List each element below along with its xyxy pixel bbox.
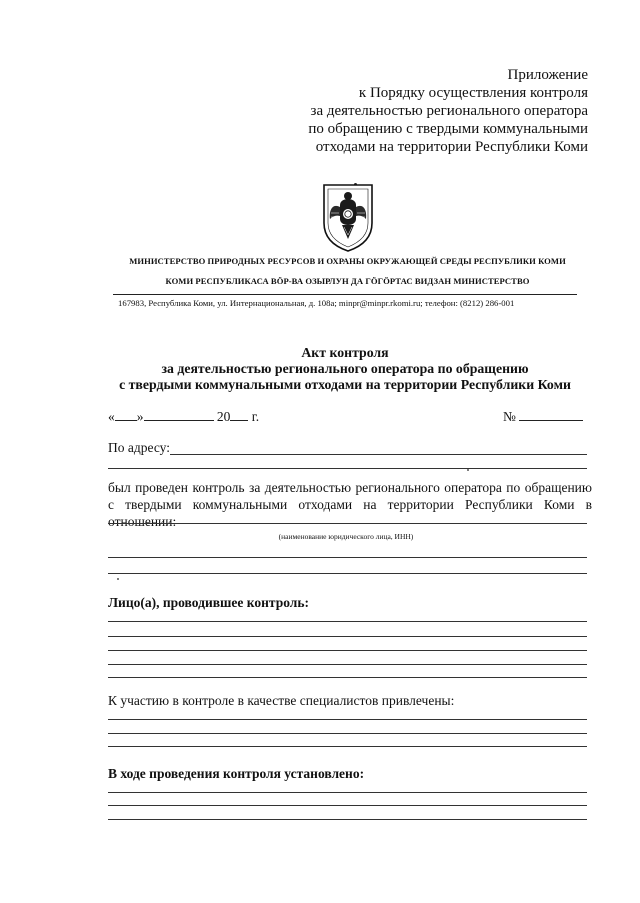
appendix-line: к Порядку осуществления контроля xyxy=(358,85,588,101)
year-blank[interactable] xyxy=(230,408,248,421)
scan-speck xyxy=(117,578,119,580)
appendix-header xyxy=(228,66,588,156)
appendix-line: Приложение xyxy=(507,67,588,83)
ministry-name-komi: КОМИ РЕСПУБЛИКАСА ВÖР-ВА ОЗЫРЛУН ДА ГÖГÖРТАС ВИДЗАН МИНИСТЕРСТВО xyxy=(165,276,530,286)
number-label: № xyxy=(503,409,516,424)
findings-line[interactable] xyxy=(108,805,587,806)
conducted-paragraph: был проведен контроль за деятельностью регионального оператора по обращению с твердыми коммунальными отходами на территории Республики Коми в отношении: xyxy=(108,480,592,529)
day-blank[interactable] xyxy=(115,408,137,421)
year-prefix: 20 xyxy=(216,409,231,424)
specialists-line[interactable] xyxy=(108,746,587,747)
specialists-label: К участию в контроле в качестве специалистов привлечены: xyxy=(108,693,455,708)
appendix-line: по обращению с твердыми коммунальными xyxy=(308,121,588,137)
date-row xyxy=(108,408,259,425)
document-title xyxy=(0,345,640,393)
entity-hint: (наименование юридического лица, ИНН) xyxy=(278,532,414,541)
header-divider xyxy=(113,294,577,295)
address-line[interactable] xyxy=(170,454,587,455)
specialists-line[interactable] xyxy=(108,733,587,734)
findings-line[interactable] xyxy=(108,819,587,820)
persons-label: Лицо(а), проводившее контроль: xyxy=(108,595,309,610)
month-blank[interactable] xyxy=(144,408,214,421)
ministry-name-ru: МИНИСТЕРСТВО ПРИРОДНЫХ РЕСУРСОВ И ОХРАНЫ ОКРУЖАЮЩЕЙ СРЕДЫ РЕСПУБЛИКИ КОМИ xyxy=(129,256,566,266)
persons-line[interactable] xyxy=(108,664,587,665)
appendix-line: отходами на территории Республики Коми xyxy=(315,139,588,155)
findings-label: В ходе проведения контроля установлено: xyxy=(108,766,365,781)
persons-line[interactable] xyxy=(108,621,587,622)
persons-line[interactable] xyxy=(108,650,587,651)
date-close-quote: » xyxy=(136,409,144,424)
scan-speck xyxy=(467,469,469,471)
year-suffix: г. xyxy=(251,409,260,424)
specialists-line[interactable] xyxy=(108,719,587,720)
address-label: По адресу: xyxy=(108,440,170,455)
title-line-3: с твердыми коммунальными отходами на территории Республики Коми xyxy=(119,377,571,392)
persons-line[interactable] xyxy=(108,636,587,637)
persons-line[interactable] xyxy=(108,677,587,678)
findings-line[interactable] xyxy=(108,792,587,793)
number-row xyxy=(503,408,583,425)
ministry-contacts: 167983, Республика Коми, ул. Интернациональная, д. 108а; minpr@minpr.rkomi.ru; телефон: (8212) 286-001 xyxy=(118,298,515,308)
title-line-1: Акт контроля xyxy=(301,345,389,360)
entity-line[interactable] xyxy=(108,573,587,574)
entity-line[interactable] xyxy=(108,557,587,558)
title-line-2: за деятельностью регионального оператора по обращению xyxy=(161,361,529,376)
komi-coat-of-arms-icon xyxy=(322,183,374,253)
date-open-quote: « xyxy=(108,409,115,424)
address-line[interactable] xyxy=(108,468,587,469)
number-blank[interactable] xyxy=(519,408,583,421)
appendix-line: за деятельностью регионального оператора xyxy=(310,103,588,119)
entity-line[interactable] xyxy=(108,523,587,524)
